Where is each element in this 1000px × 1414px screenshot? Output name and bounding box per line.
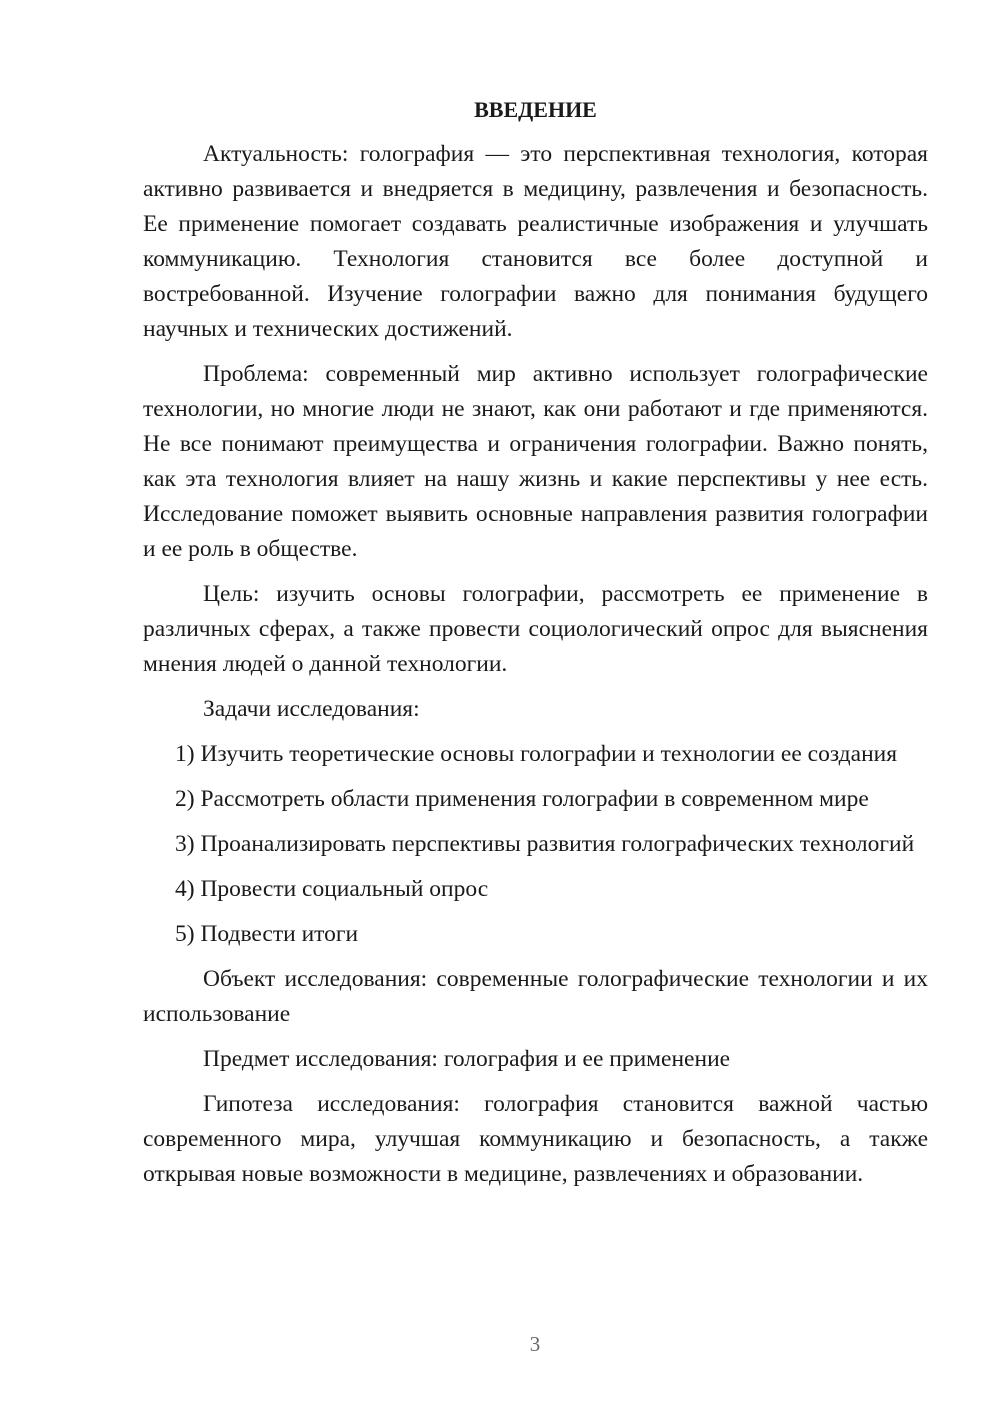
task-item-5: 5) Подвести итоги bbox=[175, 921, 359, 947]
task-item-4: 4) Провести социальный опрос bbox=[175, 876, 489, 902]
task-item-1: 1) Изучить теоретические основы голографии и технологии ее создания bbox=[175, 741, 898, 767]
document-body bbox=[143, 92, 928, 1202]
page-number: 3 bbox=[529, 1332, 541, 1356]
relevance-paragraph: Актуальность: голография — это перспективная технология, которая активно развивается и внедряется в медицину, развлечения и безопасность. Ее применение помогает создавать реалистичные изображения и улучшать коммуникацию. Технология становится все более доступной и востребованной. Изучение голографии важно для понимания будущего научных и технических достижений. bbox=[143, 141, 928, 342]
subject-paragraph: Предмет исследования: голография и ее применение bbox=[203, 1046, 731, 1072]
object-paragraph: Объект исследования: современные голографические технологии и их использование bbox=[143, 966, 928, 1027]
problem-paragraph: Проблема: современный мир активно использует голографические технологии, но многие люди не знают, как они работают и где применяются. Не все понимают преимущества и ограничения голографии. Важно понять, как эта технология влияет на нашу жизнь и какие перспективы у нее есть. Исследование поможет выявить основные направления развития голографии и ее роль в обществе. bbox=[143, 361, 928, 562]
page-title: ВВЕДЕНИЕ bbox=[474, 97, 597, 122]
tasks-heading: Задачи исследования: bbox=[203, 696, 420, 722]
hypothesis-paragraph: Гипотеза исследования: голография становится важной частью современного мира, улучшая коммуникацию и безопасность, а также открывая новые возможности в медицине, развлечениях и образовании. bbox=[143, 1091, 928, 1187]
goal-paragraph: Цель: изучить основы голографии, рассмотреть ее применение в различных сферах, а также провести социологический опрос для выяснения мнения людей о данной технологии. bbox=[143, 581, 928, 677]
task-item-2: 2) Рассмотреть области применения голографии в современном мире bbox=[175, 786, 869, 812]
task-item-3: 3) Проанализировать перспективы развития голографических технологий bbox=[175, 831, 915, 857]
